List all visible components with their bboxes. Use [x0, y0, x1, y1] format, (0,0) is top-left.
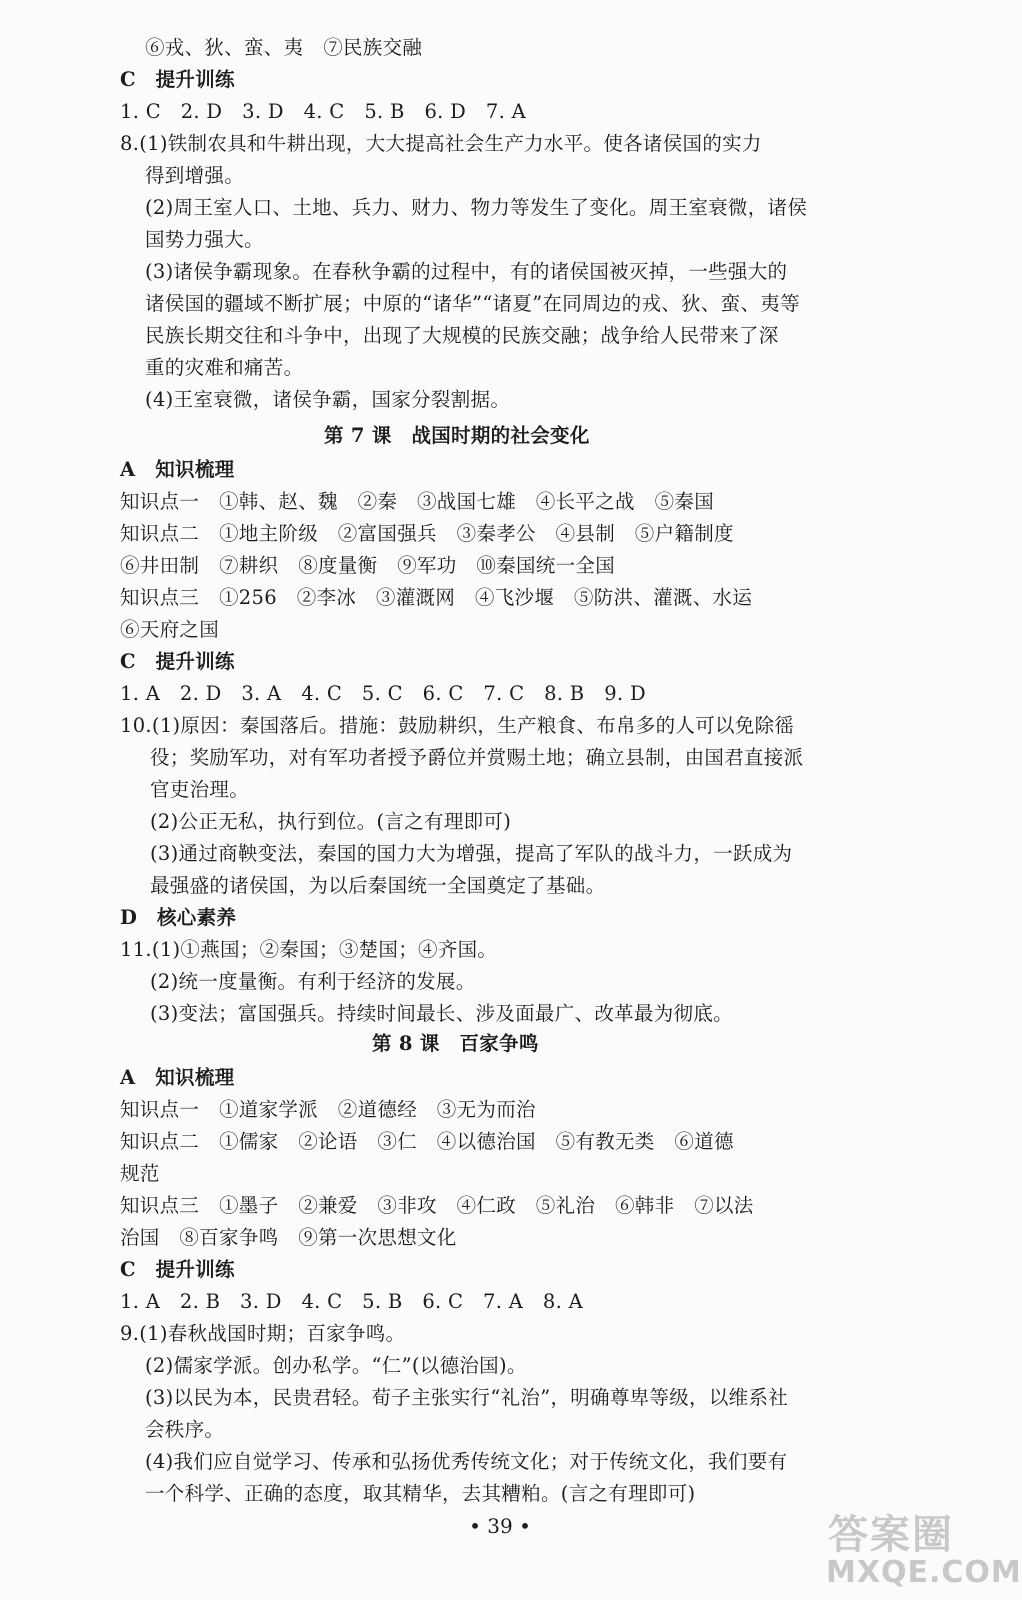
text-line: 1. A 2. B 3. D 4. C 5. B 6. C 7. A 8. A: [120, 1290, 584, 1313]
text-line: (2)统一度量衡。有利于经济的发展。: [150, 970, 476, 993]
section-heading: 第 8 课 百家争鸣: [372, 1032, 539, 1055]
text-line: 重的灾难和痛苦。: [145, 356, 304, 379]
text-line: 国势力强大。: [145, 228, 264, 251]
text-line: (2)公正无私，执行到位。(言之有理即可): [150, 810, 512, 833]
text-line: 11.(1)①燕国；②秦国；③楚国；④齐国。: [120, 938, 498, 961]
page-number: • 39 •: [469, 1514, 531, 1538]
text-line: 知识点一 ①韩、赵、魏 ②秦 ③战国七雄 ④长平之战 ⑤秦国: [120, 490, 715, 513]
text-line: 治国 ⑧百家争鸣 ⑨第一次思想文化: [120, 1226, 457, 1249]
text-line: ⑥井田制 ⑦耕织 ⑧度量衡 ⑨军功 ⑩秦国统一全国: [120, 554, 616, 577]
text-line: 10.(1)原因：秦国落后。措施：鼓励耕织，生产粮食、布帛多的人可以免除徭: [120, 714, 795, 737]
text-line: 役；奖励军功，对有军功者授予爵位并赏赐土地；确立县制，由国君直接派: [150, 746, 804, 769]
watermark-url: MXQE.COM: [826, 1555, 1022, 1590]
section-heading: C 提升训练: [120, 1258, 235, 1281]
text-line: 官吏治理。: [150, 778, 250, 801]
text-line: 8.(1)铁制农具和牛耕出现，大大提高社会生产力水平。使各诸侯国的实力: [120, 132, 762, 155]
text-line: 9.(1)春秋战国时期；百家争鸣。: [120, 1322, 406, 1345]
section-heading: D 核心素养: [120, 906, 237, 929]
text-line: 知识点三 ①256 ②李冰 ③灌溉网 ④飞沙堰 ⑤防洪、灌溉、水运: [120, 586, 753, 609]
text-line: (3)诸侯争霸现象。在春秋争霸的过程中，有的诸侯国被灭掉，一些强大的: [145, 260, 788, 283]
text-line: ⑥天府之国: [120, 618, 220, 641]
text-line: (3)变法；富国强兵。持续时间最长、涉及面最广、改革最为彻底。: [150, 1002, 733, 1025]
section-heading: C 提升训练: [120, 68, 235, 91]
text-line: (3)通过商鞅变法，秦国的国力大为增强，提高了军队的战斗力，一跃成为: [150, 842, 793, 865]
text-line: (3)以民为本，民贵君轻。荀子主张实行“礼治”，明确尊卑等级，以维系社: [145, 1386, 789, 1409]
text-line: 1. A 2. D 3. A 4. C 5. C 6. C 7. C 8. B 9. D: [120, 682, 646, 705]
section-heading: 第 7 课 战国时期的社会变化: [324, 424, 590, 447]
text-line: 一个科学、正确的态度，取其精华，去其糟粕。(言之有理即可): [145, 1482, 696, 1505]
text-line: 知识点一 ①道家学派 ②道德经 ③无为而治: [120, 1098, 536, 1121]
text-line: 知识点二 ①儒家 ②论语 ③仁 ④以德治国 ⑤有教无类 ⑥道德: [120, 1130, 734, 1153]
text-line: 1. C 2. D 3. D 4. C 5. B 6. D 7. A: [120, 100, 526, 123]
watermark-logo: 答案圈: [828, 1512, 954, 1558]
text-line: ⑥戎、狄、蛮、夷 ⑦民族交融: [145, 36, 423, 59]
text-line: 民族长期交往和斗争中，出现了大规模的民族交融；战争给人民带来了深: [145, 324, 779, 347]
section-heading: C 提升训练: [120, 650, 235, 673]
section-heading: A 知识梳理: [120, 1066, 235, 1089]
text-line: (4)我们应自觉学习、传承和弘扬优秀传统文化；对于传统文化，我们要有: [145, 1450, 788, 1473]
text-line: 最强盛的诸侯国，为以后秦国统一全国奠定了基础。: [150, 874, 606, 897]
text-line: 会秩序。: [145, 1418, 225, 1441]
text-line: 知识点三 ①墨子 ②兼爱 ③非攻 ④仁政 ⑤礼治 ⑥韩非 ⑦以法: [120, 1194, 754, 1217]
section-heading: A 知识梳理: [120, 458, 235, 481]
text-line: (2)儒家学派。创办私学。“仁”(以德治国)。: [145, 1354, 527, 1377]
text-line: (2)周王室人口、土地、兵力、财力、物力等发生了变化。周王室衰微，诸侯: [145, 196, 808, 219]
text-line: 得到增强。: [145, 164, 245, 187]
text-line: 诸侯国的疆域不断扩展；中原的“诸华”“诸夏”在同周边的戎、狄、蛮、夷等: [145, 292, 800, 315]
text-line: (4)王室衰微，诸侯争霸，国家分裂割据。: [145, 388, 511, 411]
text-line: 知识点二 ①地主阶级 ②富国强兵 ③秦孝公 ④县制 ⑤户籍制度: [120, 522, 734, 545]
text-line: 规范: [120, 1162, 160, 1185]
